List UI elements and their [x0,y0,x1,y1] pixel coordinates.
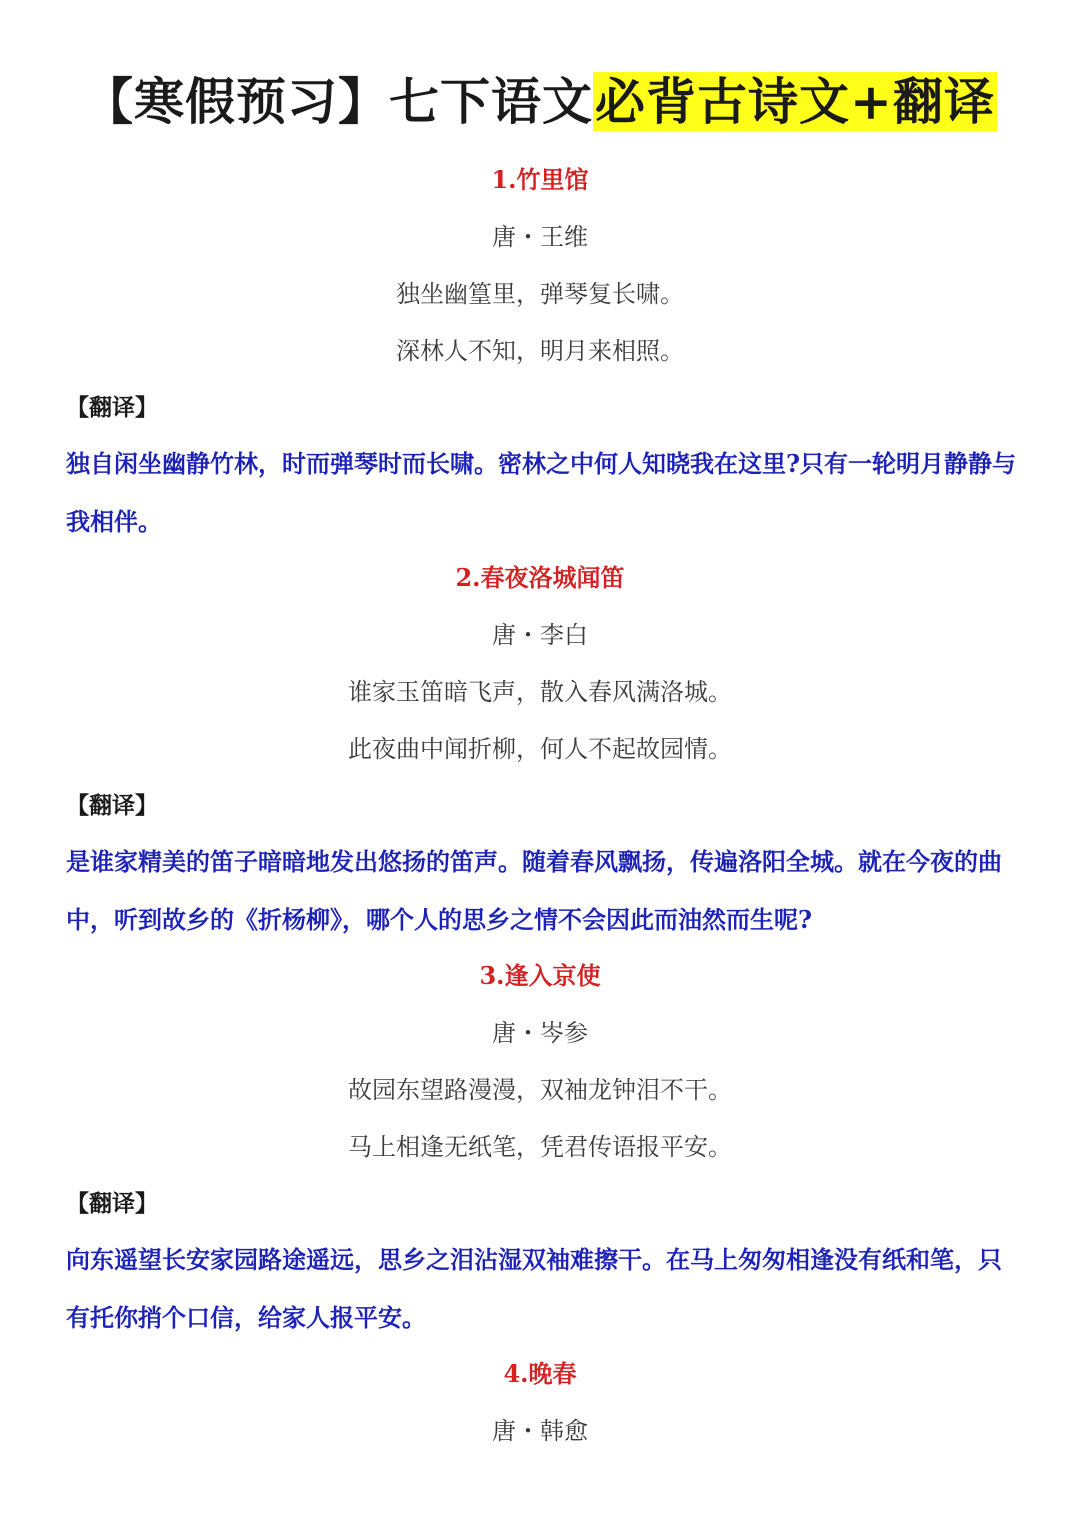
poem-author: 唐・李白 [492,621,588,649]
poem-title: 1.竹里馆 [491,165,589,194]
poem-title: 4.晚春 [503,1359,577,1388]
translation-text: 独自闲坐幽静竹林，时而弹琴时而长啸。密林之中何人知晓我在这里?只有一轮明月静静与我相伴。 [66,449,1017,536]
poem-line: 故园东望路漫漫，双袖龙钟泪不干。 [348,1076,732,1104]
translation-text: 是谁家精美的笛子暗暗地发出悠扬的笛声。随着春风飘扬，传遍洛阳全城。就在今夜的曲中，听到故乡的《折杨柳》，哪个人的思乡之情不会因此而油然而生呢? [66,847,1002,934]
poem-title: 3.逢入京使 [479,961,601,990]
translation-label: 【翻译】 [66,1190,158,1217]
poem-author: 唐・岑参 [492,1019,588,1047]
page-title [0,62,1080,142]
translation-text: 向东遥望长安家园路途遥远，思乡之泪沾湿双袖难擦干。在马上匆匆相逢没有纸和笔，只有托你捎个口信，给家人报平安。 [66,1245,1002,1332]
poem-author: 唐・王维 [492,223,588,251]
poem-line: 深林人不知，明月来相照。 [396,337,684,365]
translation-label: 【翻译】 [66,792,158,819]
poem-title: 2.春夜洛城闻笛 [455,563,625,592]
poem-line: 谁家玉笛暗飞声，散入春风满洛城。 [348,678,732,706]
title-plain: 【寒假预习】七下语文 [83,72,594,131]
translation-label: 【翻译】 [66,394,158,421]
poem-line: 独坐幽篁里，弹琴复长啸。 [396,280,684,308]
poem-line: 马上相逢无纸笔，凭君传语报平安。 [348,1133,732,1161]
poem-author: 唐・韩愈 [492,1417,588,1445]
title-highlight: 必背古诗文+翻译 [595,72,995,131]
poem-line: 此夜曲中闻折柳，何人不起故园情。 [348,735,732,763]
